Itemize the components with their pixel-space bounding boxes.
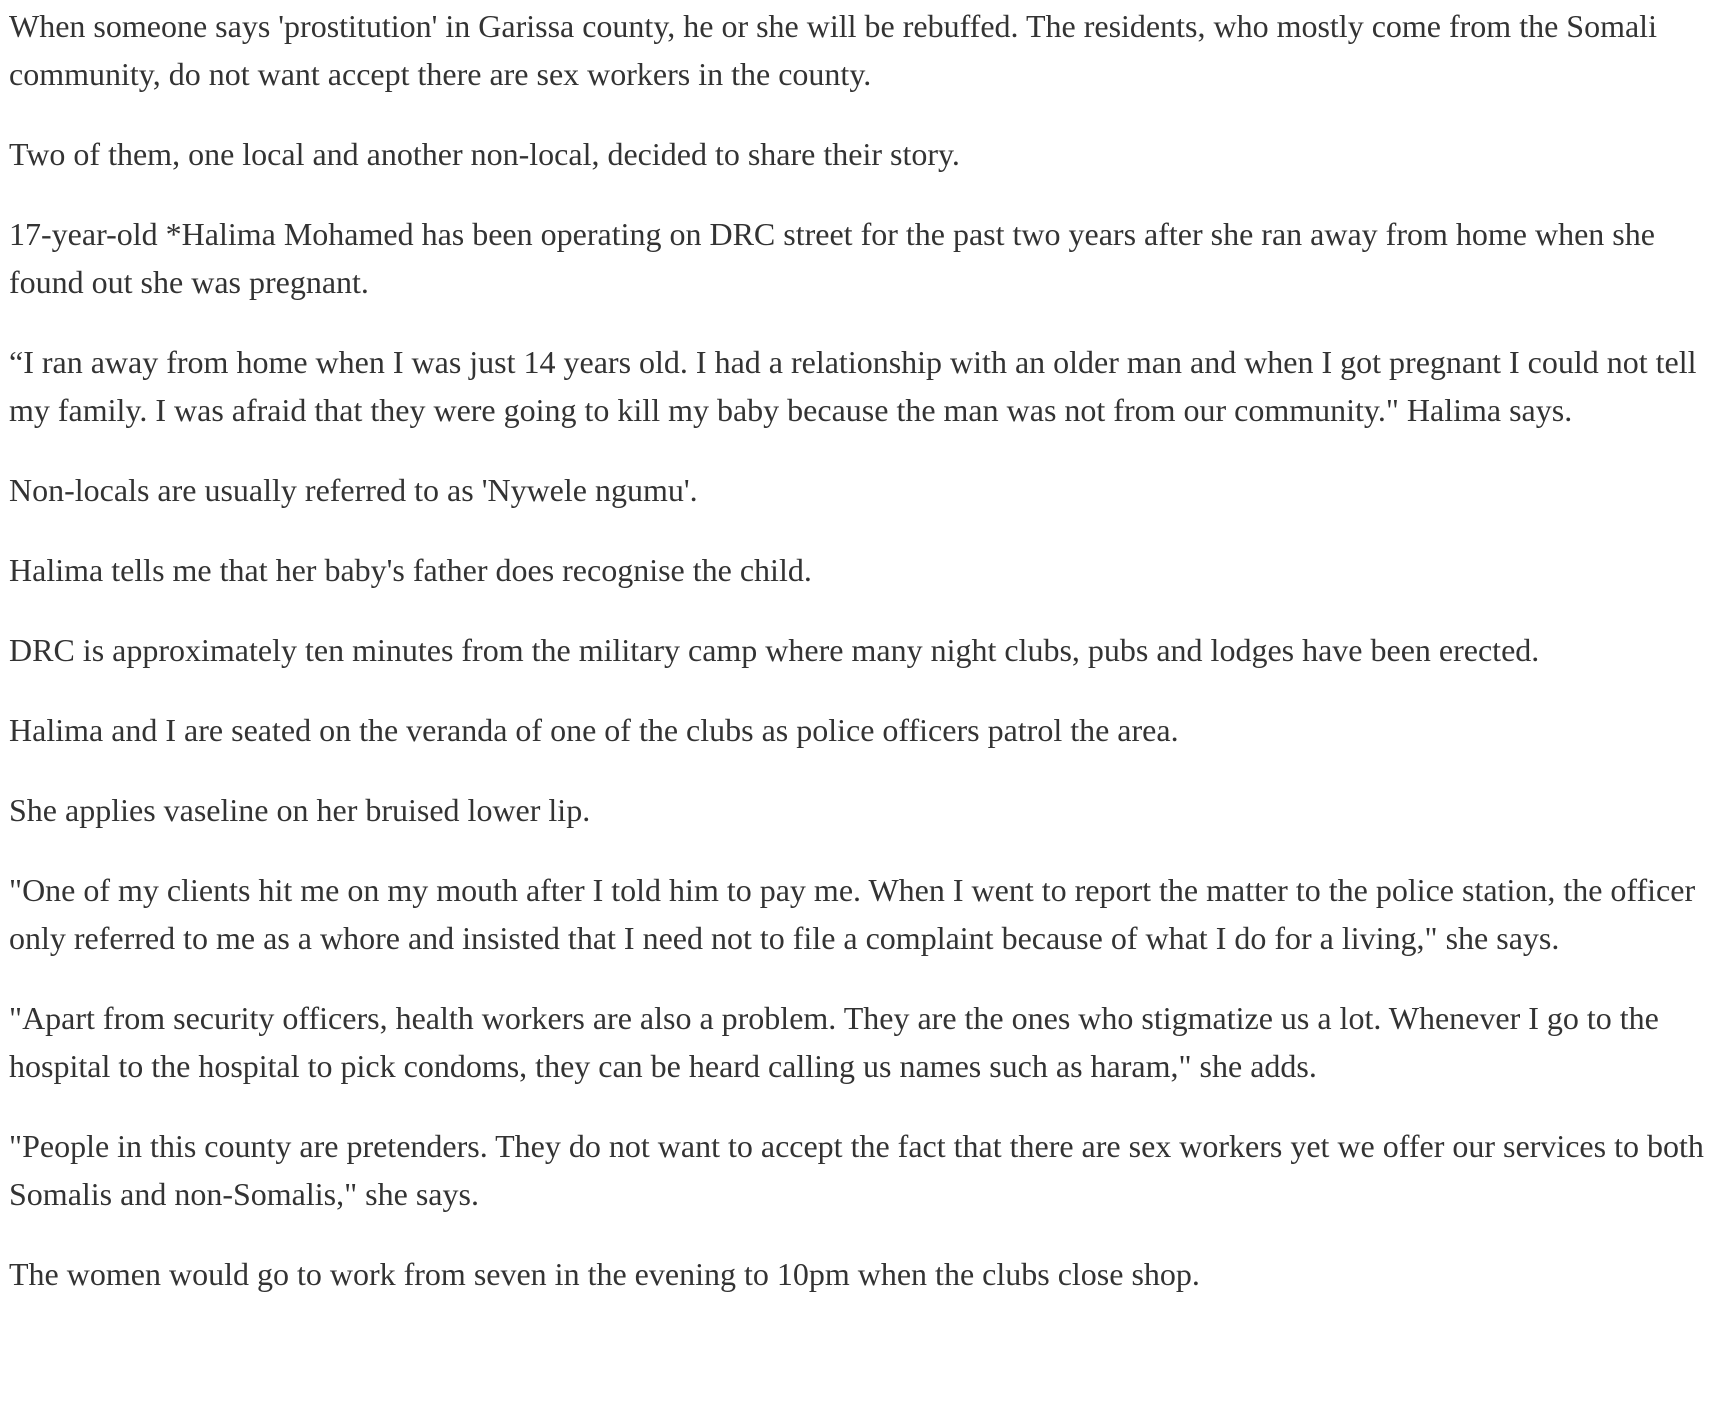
paragraph: "Apart from security officers, health workers are also a problem. They are the ones who stigmatize us a lot. Whenever I go to the hospital to the hospital to pick condoms, they can be heard calling us names such as haram," she adds. — [9, 1000, 1659, 1084]
paragraph: “I ran away from home when I was just 14 years old. I had a relationship with an older man and when I got pregnant I could not tell my family. I was afraid that they were going to kill my baby because the man was not from our community." Halima says. — [9, 344, 1697, 428]
paragraph: DRC is approximately ten minutes from the military camp where many night clubs, pubs and lodges have been erected. — [9, 632, 1540, 668]
article-body — [9, 2, 1725, 1330]
paragraph: 17-year-old *Halima Mohamed has been operating on DRC street for the past two years after she ran away from home when she found out she was pregnant. — [9, 216, 1655, 300]
paragraph: "People in this county are pretenders. They do not want to accept the fact that there are sex workers yet we offer our services to both Somalis and non-Somalis," she says. — [9, 1128, 1704, 1212]
paragraph: She applies vaseline on her bruised lower lip. — [9, 792, 591, 828]
paragraph: Two of them, one local and another non-local, decided to share their story. — [9, 136, 960, 172]
paragraph: When someone says 'prostitution' in Garissa county, he or she will be rebuffed. The residents, who mostly come from the Somali community, do not want accept there are sex workers in the county. — [9, 8, 1657, 92]
paragraph: Halima tells me that her baby's father does recognise the child. — [9, 552, 812, 588]
paragraph: Halima and I are seated on the veranda of one of the clubs as police officers patrol the area. — [9, 712, 1179, 748]
paragraph: "One of my clients hit me on my mouth after I told him to pay me. When I went to report the matter to the police station, the officer only referred to me as a whore and insisted that I need not to file a complaint because of what I do for a living," she says. — [9, 872, 1696, 956]
paragraph: Non-locals are usually referred to as 'Nywele ngumu'. — [9, 472, 698, 508]
paragraph: The women would go to work from seven in the evening to 10pm when the clubs close shop. — [9, 1256, 1200, 1292]
